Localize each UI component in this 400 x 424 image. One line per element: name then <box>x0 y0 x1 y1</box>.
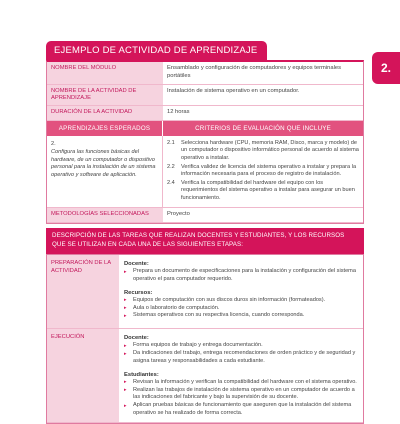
expected-learning-number: 2. <box>51 140 56 147</box>
info-row-duration <box>47 106 363 121</box>
info-row-module <box>47 62 363 85</box>
chevron-right-icon: ▸ <box>124 268 127 275</box>
chevron-right-icon: ▸ <box>124 350 127 357</box>
page-number-badge: 2. <box>372 52 400 84</box>
info-label: NOMBRE DEL MÓDULO <box>47 62 163 84</box>
criterion-item <box>167 180 359 203</box>
expected-learning-text: Configura las funciones básicas del hardware, de un computador o dispositivo personal para la instalación de un sistema operativo y software de aplicación. <box>51 148 156 179</box>
list-item: ▸ Sistemas operativos con su respectiva licencia, cuando corresponda. <box>124 312 305 319</box>
methodology-label: METODOLOGÍAS SELECCIONADAS <box>47 208 163 222</box>
role-label-recursos: Recursos: <box>124 289 153 296</box>
chevron-right-icon: ▸ <box>124 297 127 304</box>
list-item: ▸ Revisan la información y verifican la compatibilidad del hardware con el sistema operativo. <box>124 378 357 386</box>
info-label: DURACIÓN DE LA ACTIVIDAD <box>47 106 163 120</box>
phase-preparation <box>47 255 363 329</box>
info-value: Instalación de sistema operativo en un computador. <box>167 87 300 94</box>
chevron-right-icon: ▸ <box>124 312 127 319</box>
sheet-title: EJEMPLO DE ACTIVIDAD DE APRENDIZAJE <box>46 41 267 60</box>
chevron-right-icon: ▸ <box>124 387 127 394</box>
learning-header-left: APRENDIZAJES ESPERADOS <box>47 121 163 136</box>
info-label: NOMBRE DE LA ACTIVIDAD DE APRENDIZAJE <box>47 85 163 105</box>
criterion-text: Verifica validez de licencia del sistema operativo a instalar y prepara la información necesaria para el proceso de registro de instalación. <box>181 163 357 178</box>
activity-sheet <box>46 40 364 424</box>
list-item: ▸ Aula o laboratorio de computación. <box>124 304 220 312</box>
role-label-docente: Docente: <box>124 261 149 268</box>
info-row-activity <box>47 85 363 106</box>
role-label-docente: Docente: <box>124 335 149 342</box>
criterion-number: 2.1 <box>167 139 175 146</box>
methodology-value: Proyecto <box>167 211 190 218</box>
criterion-number: 2.2 <box>167 163 175 170</box>
list-item: ▸ Forma equipos de trabajo y entrega documentación. <box>124 342 263 349</box>
list-item: ▸ Prepara un documento de especificaciones para la instalación y configuración del sistema operativo el para computador requerido. <box>124 268 356 282</box>
list-item: ▸ Aplican pruebas básicas de funcionamiento que aseguren que la instalación del sistema operativo se ha realizado de forma correcta. <box>124 402 352 416</box>
criterion-item <box>167 164 359 179</box>
list-item: ▸ Realizan las trabajos de instalación de sistema operativo en un computador de acuerdo a las indicaciones del fabricante y bajo la supervisión de su docente. <box>124 386 355 401</box>
methodology-row <box>47 208 363 223</box>
criterion-text: Selecciona hardware (CPU, memoria RAM, Disco, marca y modelo) de un computador o dispositivo informático personal de acuerdo al sistema operativo a instalar. <box>181 139 359 161</box>
phase-label: PREPARACIÓN DE LA ACTIVIDAD <box>47 255 119 328</box>
chevron-right-icon: ▸ <box>124 342 127 349</box>
criterion-number: 2.4 <box>167 179 175 186</box>
criteria-list <box>163 136 363 207</box>
learning-row <box>47 136 363 208</box>
info-value: Ensamblado y configuración de computadores y equipos terminales portátiles <box>167 65 342 79</box>
criterion-item <box>167 140 359 163</box>
chevron-right-icon: ▸ <box>124 402 127 409</box>
criterion-text: Verifica la compatibilidad del hardware del equipo con los requerimientos del sistema operativo a instalar para asegurar un buen funcionamiento. <box>181 179 355 201</box>
sheet-frame <box>46 60 364 224</box>
tasks-section-title: DESCRIPCIÓN DE LAS TAREAS QUE REALIZAN DOCENTES Y ESTUDIANTES, Y LOS RECURSOS QUE SE UTILIZAN EN CADA UNA DE LAS SIGUIENTES ETAPAS: <box>46 228 364 254</box>
phase-label: EJECUCIÓN <box>47 329 119 422</box>
phases-frame <box>46 254 364 424</box>
chevron-right-icon: ▸ <box>124 305 127 312</box>
list-item: ▸ Da indicaciones del trabajo, entrega recomendaciones de orden práctico y de seguridad y asigna tareas y responsabilidades a cada estudiante. <box>124 350 356 364</box>
learning-header-right: CRITERIOS DE EVALUACIÓN QUE INCLUYE <box>163 121 363 136</box>
phase-body <box>119 329 363 422</box>
chevron-right-icon: ▸ <box>124 379 127 386</box>
role-label-estudiantes: Estudiantes: <box>124 371 159 378</box>
expected-learning <box>47 136 163 207</box>
learning-header <box>47 121 363 136</box>
info-value: 12 horas <box>167 109 190 116</box>
phase-execution <box>47 329 363 423</box>
phase-body <box>119 255 363 328</box>
list-item: ▸ Equipos de computación con sus discos duros sin información (formateados). <box>124 296 326 304</box>
